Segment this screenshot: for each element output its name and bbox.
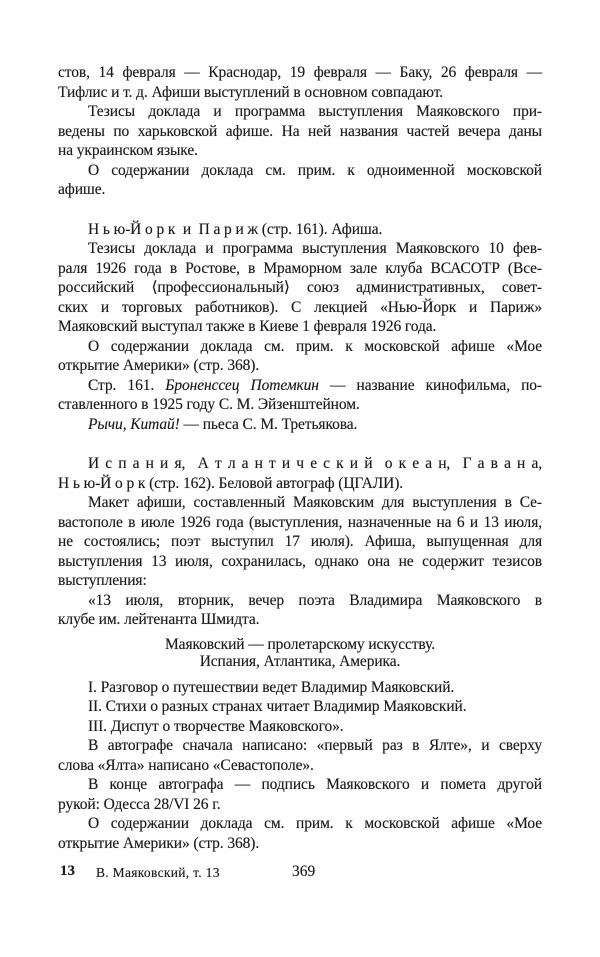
text-span: — пьеса С. М. Третьякова. <box>179 415 358 433</box>
text-span: II. Стихи о разных странах читает Владимир Маяковский. <box>88 698 467 715</box>
program-item-line <box>58 697 542 717</box>
text-line <box>58 814 542 834</box>
text-line <box>58 571 542 591</box>
text-span: российский ⟨профессиональный⟩ союз административных, совет- <box>58 279 542 296</box>
text-span: ских и торговых работников). С лекцией «Нью-Йорк и Париж» <box>58 298 542 316</box>
text-span: В конце автографа — подпись Маяковского и помета другой <box>88 776 542 793</box>
text-line <box>58 122 542 142</box>
print-signature-number: 13 <box>60 863 75 879</box>
text-line <box>58 532 542 552</box>
text-line <box>58 180 542 200</box>
text-span: III. Диспут о творчестве Маяковского». <box>88 717 344 735</box>
text-line <box>58 756 542 776</box>
italic-text-span: Рычи, Китай! <box>88 415 180 433</box>
commentary-text-block <box>58 63 542 853</box>
text-line <box>58 317 542 337</box>
text-line <box>58 395 542 415</box>
text-span: «13 июля, вторник, вечер поэта Владимира Маяковского в <box>88 591 542 609</box>
text-span: на украинском языке. <box>58 142 198 159</box>
text-line <box>58 552 542 572</box>
text-span: афише. <box>58 181 106 198</box>
text-line <box>58 337 542 357</box>
text-line <box>58 278 542 298</box>
text-span: открытие Америки» (стр. 368). <box>58 834 260 852</box>
text-span: Стр. 161. <box>88 376 166 394</box>
text-line <box>58 493 542 513</box>
text-line <box>58 513 542 533</box>
text-span: не состоялись; поэт выступил 17 июля). Афиша, выпущенная для <box>58 533 542 550</box>
text-span: Испания, Атлантика, Америка. <box>199 652 401 670</box>
text-span: выступления 13 июля, сохранилась, однако она не содержит тезисов <box>58 552 542 570</box>
text-line <box>58 102 542 122</box>
text-line <box>58 795 542 815</box>
text-span: I. Разговор о путешествии ведет Владимир Маяковский. <box>88 678 455 696</box>
text-line <box>58 415 542 435</box>
text-span: ставленного в 1925 году С. М. Эйзенштейном. <box>58 396 360 413</box>
text-span: О содержании доклада см. прим. к московской афише «Мое <box>88 337 542 355</box>
entry-heading-line <box>58 220 542 240</box>
text-span: открытие Америки» (стр. 368). <box>58 357 260 374</box>
text-span: О содержании доклада см. прим. к одноименной московской <box>88 161 542 179</box>
text-span: Маяковский — пролетарскому искусству. <box>164 635 435 653</box>
text-line <box>58 834 542 854</box>
text-line <box>58 610 542 630</box>
text-span: клубе им. лейтенанта Шмидта. <box>58 611 260 628</box>
text-span: Н ь ю-Й о р к (стр. 162). Беловой автограф (ЦГАЛИ). <box>58 474 404 492</box>
text-span: — название кинофильма, по- <box>318 376 542 394</box>
text-span: Тезисы доклада и программа выступления Маяковского при- <box>88 103 542 120</box>
text-line <box>58 775 542 795</box>
print-signature-label: В. Маяковский, т. 13 <box>96 864 220 880</box>
text-span: Тезисы доклада и программа выступления Маяковского 10 фев- <box>88 240 542 257</box>
text-line <box>58 736 542 756</box>
program-item-line <box>58 717 542 737</box>
text-span: выступления: <box>58 572 147 589</box>
program-item-line <box>58 678 542 698</box>
entry-heading-line <box>58 454 542 474</box>
text-span: стов, 14 февраля — Краснодар, 19 февраля — Баку, 26 февраля — <box>58 64 542 81</box>
text-line <box>58 239 542 259</box>
page-number: 369 <box>292 863 316 880</box>
text-span: рукой: Одесса 28/VI 26 г. <box>58 795 221 813</box>
text-span: И с п а н и я, А т л а н т и ч е с к и й о к е а н, Г а в а н а, <box>88 455 542 472</box>
text-line <box>58 83 542 103</box>
italic-text-span: Броненссец Потемкин <box>165 376 319 394</box>
text-span: слова «Ялта» написано «Севастополе». <box>58 756 314 774</box>
text-span: О содержании доклада см. прим. к московской афише «Мое <box>88 815 542 832</box>
text-span: вастополе в июле 1926 года (выступления, назначенные на 6 и 13 июля, <box>58 513 542 531</box>
page-footer <box>58 863 542 885</box>
text-line <box>58 356 542 376</box>
text-line <box>58 298 542 318</box>
text-line <box>58 591 542 611</box>
poster-title-line <box>58 653 542 670</box>
text-line <box>58 63 542 83</box>
text-line <box>58 376 542 396</box>
poster-title-line <box>58 636 542 653</box>
text-span: Макет афиши, составленный Маяковским для выступления в Се- <box>88 494 542 511</box>
text-line <box>58 259 542 279</box>
text-line <box>58 141 542 161</box>
text-span: Тифлис и т. д. Афиши выступлений в основном совпадают. <box>58 83 443 101</box>
text-span: ведены по харьковской афише. На ней названия частей вечера даны <box>58 122 542 140</box>
text-span: Маяковский выступал также в Киеве 1 февраля 1926 года. <box>58 318 437 335</box>
text-span: раля 1926 года в Ростове, в Мраморном зале клуба ВСАСОТР (Все- <box>58 259 542 277</box>
text-span: В автографе сначала написано: «первый раз в Ялте», и сверху <box>88 737 542 754</box>
text-span: Н ь ю-Й о р к и П а р и ж (стр. 161). Афиша. <box>88 220 383 238</box>
text-line <box>58 161 542 181</box>
entry-heading-line <box>58 474 542 494</box>
